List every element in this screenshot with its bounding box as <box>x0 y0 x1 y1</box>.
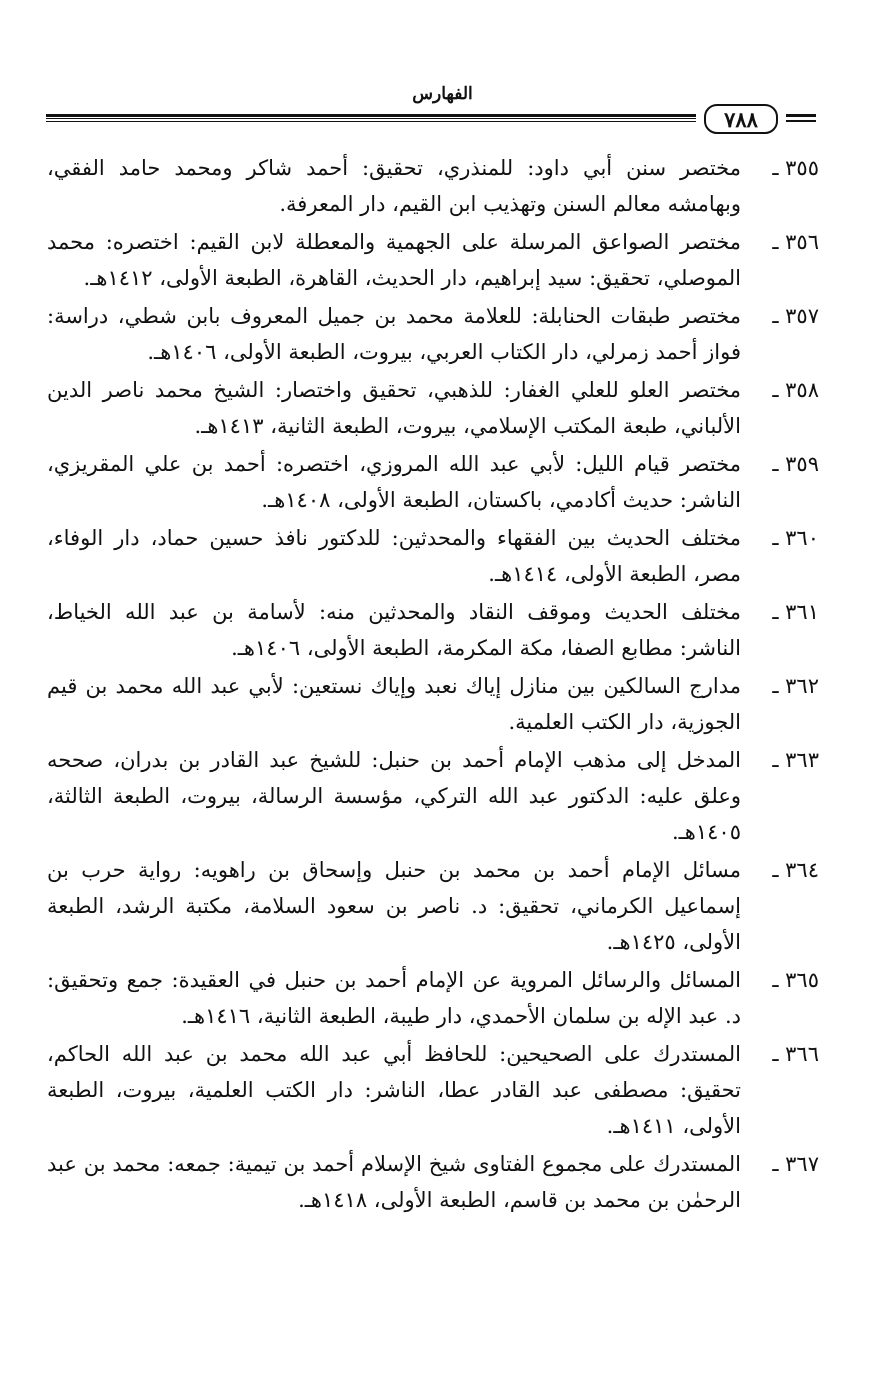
bibliography-entry <box>47 668 819 740</box>
page-header-title: الفهارس <box>412 84 473 104</box>
header-rule-long-line <box>46 114 696 122</box>
bibliography-entry <box>47 962 819 1034</box>
entry-text: مختصر قيام الليل: لأبي عبد الله المروزي، اختصره: أحمد بن علي المقريزي، الناشر: حديث أكادمي، باكستان، الطبعة الأولى، ١٤٠٨هـ. <box>47 452 741 512</box>
entry-text: مختلف الحديث بين الفقهاء والمحدثين: للدكتور نافذ حسين حماد، دار الوفاء، مصر، الطبعة الأولى، ١٤١٤هـ. <box>47 526 741 586</box>
bibliography-entry <box>47 224 819 296</box>
entry-text: المستدرك على مجموع الفتاوى شيخ الإسلام أحمد بن تيمية: جمعه: محمد بن عبد الرحمٰن بن محمد بن قاسم، الطبعة الأولى، ١٤١٨هـ. <box>47 1152 741 1212</box>
entry-number: ٣٦٠ ـ <box>772 526 819 550</box>
bibliography-entry <box>47 742 819 850</box>
entry-text: المدخل إلى مذهب الإمام أحمد بن حنبل: للشيخ عبد القادر بن بدران، صححه وعلق عليه: الدكتور عبد الله التركي، مؤسسة الرسالة، بيروت، الطبعة الثالثة، ١٤٠٥هـ. <box>47 748 741 844</box>
entry-number: ٣٥٥ ـ <box>772 156 819 180</box>
page-number-badge: ٧٨٨ <box>704 104 778 134</box>
entry-text: المسائل والرسائل المروية عن الإمام أحمد بن حنبل في العقيدة: جمع وتحقيق: د. عبد الإله بن سلمان الأحمدي، دار طيبة، الطبعة الثانية، ١٤١٦هـ. <box>47 968 741 1028</box>
bibliography-entry <box>47 372 819 444</box>
bibliography-entry <box>47 1146 819 1218</box>
bibliography-entry <box>47 594 819 666</box>
entry-number: ٣٦٣ ـ <box>772 748 819 772</box>
entry-text: مختصر سنن أبي داود: للمنذري، تحقيق: أحمد شاكر ومحمد حامد الفقي، وبهامشه معالم السنن وتهذيب ابن القيم، دار المعرفة. <box>47 156 741 216</box>
entry-number: ٣٦٤ ـ <box>772 858 819 882</box>
bibliography-entry <box>47 298 819 370</box>
entry-text: المستدرك على الصحيحين: للحافظ أبي عبد الله محمد بن عبد الله الحاكم، تحقيق: مصطفى عبد القادر عطا، الناشر: دار الكتب العلمية، بيروت، الطبعة الأولى، ١٤١١هـ. <box>47 1042 741 1138</box>
bibliography-entry <box>47 1036 819 1144</box>
entry-text: مختصر طبقات الحنابلة: للعلامة محمد بن جميل المعروف بابن شطي، دراسة: فواز أحمد زمرلي، دار الكتاب العربي، بيروت، الطبعة الأولى، ١٤٠٦هـ. <box>47 304 741 364</box>
bibliography-entry <box>47 446 819 518</box>
entry-number: ٣٥٩ ـ <box>772 452 819 476</box>
entry-number: ٣٥٨ ـ <box>772 378 819 402</box>
entry-number: ٣٦١ ـ <box>772 600 819 624</box>
entry-text: مختصر العلو للعلي الغفار: للذهبي، تحقيق واختصار: الشيخ محمد ناصر الدين الألباني، طبعة المكتب الإسلامي، بيروت، الطبعة الثانية، ١٤١٣هـ. <box>47 378 741 438</box>
entry-number: ٣٥٦ ـ <box>772 230 819 254</box>
entry-number: ٣٥٧ ـ <box>772 304 819 328</box>
entry-text: مختلف الحديث وموقف النقاد والمحدثين منه: لأسامة بن عبد الله الخياط، الناشر: مطابع الصفا، مكة المكرمة، الطبعة الأولى، ١٤٠٦هـ. <box>47 600 741 660</box>
bibliography-entry <box>47 852 819 960</box>
entry-number: ٣٦٧ ـ <box>772 1152 819 1176</box>
entry-number: ٣٦٦ ـ <box>772 1042 819 1066</box>
entry-text: مدارج السالكين بين منازل إياك نعبد وإياك نستعين: لأبي عبد الله محمد بن قيم الجوزية، دار الكتب العلمية. <box>47 674 741 734</box>
bibliography-entry <box>47 520 819 592</box>
header-rule-short-line <box>786 114 816 122</box>
entry-number: ٣٦٥ ـ <box>772 968 819 992</box>
bibliography-entry <box>47 150 819 222</box>
entry-number: ٣٦٢ ـ <box>772 674 819 698</box>
entry-text: مختصر الصواعق المرسلة على الجهمية والمعطلة لابن القيم: اختصره: محمد الموصلي، تحقيق: سيد إبراهيم، دار الحديث، القاهرة، الطبعة الأولى، ١٤١٢هـ. <box>47 230 741 290</box>
entry-text: مسائل الإمام أحمد بن محمد بن حنبل وإسحاق بن راهويه: رواية حرب بن إسماعيل الكرماني، تحقيق: د. ناصر بن سعود السلامة، مكتبة الرشد، الطبعة الأولى، ١٤٢٥هـ. <box>47 858 741 954</box>
header-rule <box>46 104 816 134</box>
bibliography-list <box>47 150 819 1220</box>
